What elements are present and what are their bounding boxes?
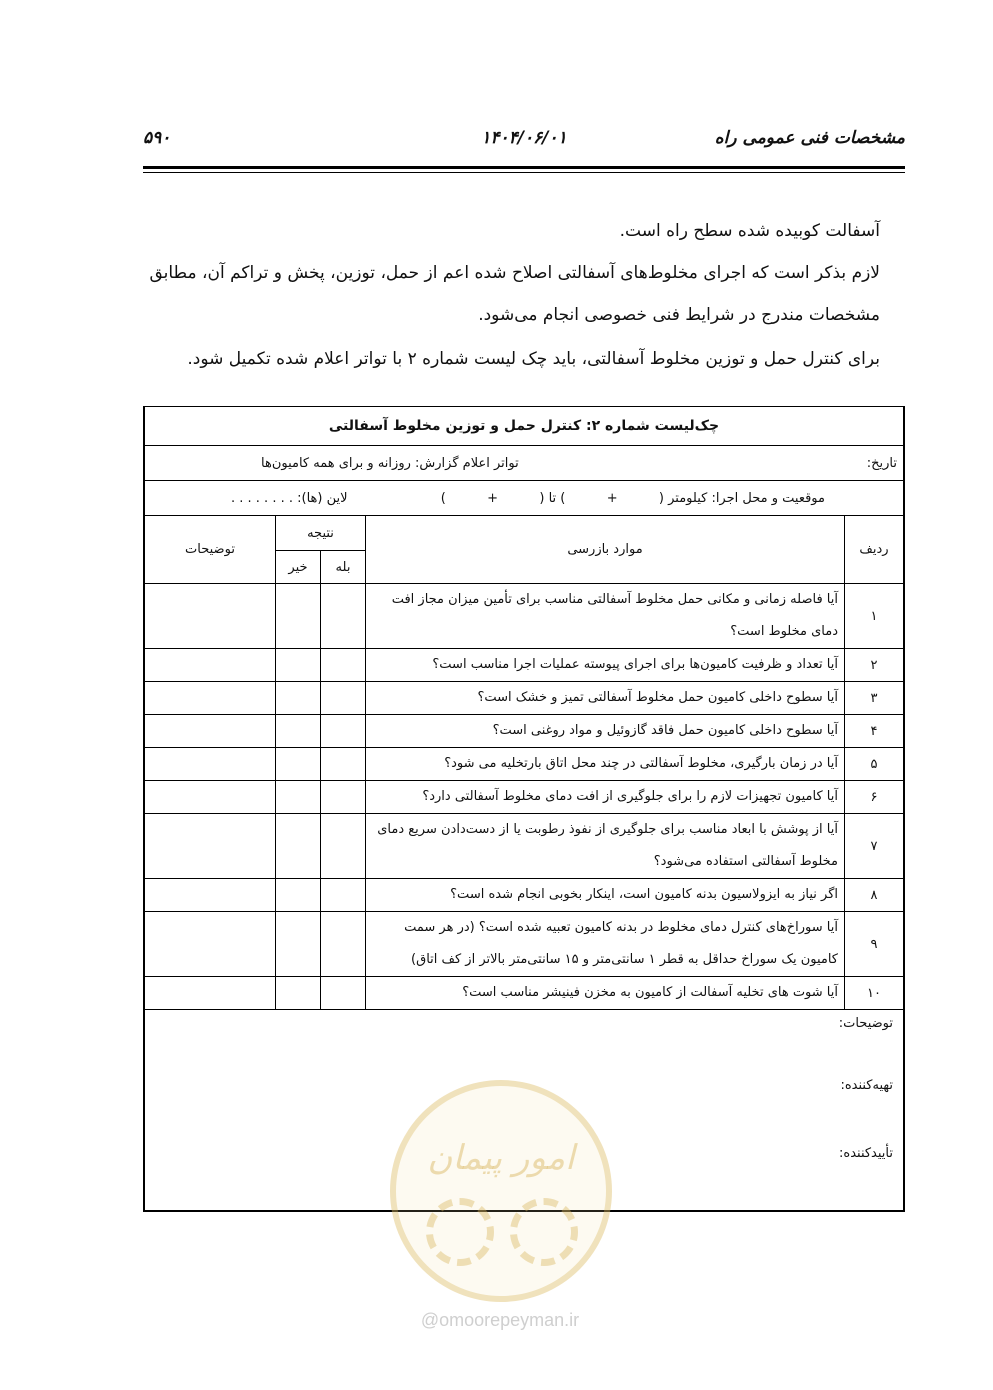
col-header-notes: توضیحات [144, 516, 276, 584]
info-row-location [144, 481, 904, 516]
paragraph-2: لازم بذکر است که اجرای مخلوط‌های آسفالتی اصلاح شده اعم از حمل، توزین، پخش و تراکم آن، مطابق مشخصات مندرج در شرایط فنی خصوصی انجام می‌شود. [149, 263, 880, 325]
watermark-gear-icon [510, 1198, 578, 1266]
table-row [144, 977, 904, 1010]
lane-label: لاین (ها): . . . . . . . . [231, 490, 348, 506]
notes-cell[interactable] [144, 977, 276, 1010]
frequency-label: تواتر اعلام گزارش: روزانه و برای همه کامیون‌ها [261, 455, 519, 471]
date-label: تاریخ: [866, 455, 897, 471]
header-date: ۱۴۰۴/۰۶/۰۱ [481, 128, 567, 148]
yes-cell[interactable] [321, 814, 366, 879]
yes-cell[interactable] [321, 584, 366, 649]
row-number: ۲ [845, 649, 905, 682]
footer-approved-label: تأییدکننده: [839, 1146, 893, 1161]
table-row [144, 649, 904, 682]
col-header-row-number: ردیف [845, 516, 905, 584]
inspection-item: آیا فاصله زمانی و مکانی حمل مخلوط آسفالتی مناسب برای تأمین میزان مجاز افت دمای مخلوط است؟ [366, 584, 845, 649]
row-number: ۸ [845, 879, 905, 912]
col-header-items: موارد بازرسی [366, 516, 845, 584]
inspection-item: اگر نیاز به ایزولاسیون بدنه کامیون است، اینکار بخوبی انجام شده است؟ [366, 879, 845, 912]
inspection-item: آیا شوت های تخلیه آسفالت از کامیون به مخزن فینیشر مناسب است؟ [366, 977, 845, 1010]
paragraph-3: برای کنترل حمل و توزین مخلوط آسفالتی، باید چک لیست شماره ۲ با تواتر اعلام شده تکمیل شود. [187, 349, 880, 369]
row-number: ۱ [845, 584, 905, 649]
column-header-row [144, 516, 904, 551]
yes-cell[interactable] [321, 977, 366, 1010]
inspection-item: آیا سوراخ‌های کنترل دمای مخلوط در بدنه کامیون تعبیه شده است؟ (در هر سمت کامیون یک سوراخ حداقل به قطر ۱ سانتی‌متر و ۱۵ سانتی‌متر بالاتر از کف اتاق) [366, 912, 845, 977]
yes-cell[interactable] [321, 748, 366, 781]
yes-cell[interactable] [321, 649, 366, 682]
table-row [144, 748, 904, 781]
inspection-item: آیا کامیون تجهیزات لازم را برای جلوگیری از افت دمای مخلوط آسفالتی دارد؟ [366, 781, 845, 814]
table-row [144, 682, 904, 715]
inspection-item: آیا از پوشش با ابعاد مناسب برای جلوگیری از نفوذ رطوبت یا از دست‌دادن سریع دمای مخلوط آسفالتی استفاده می‌شود؟ [366, 814, 845, 879]
notes-cell[interactable] [144, 781, 276, 814]
no-cell[interactable] [276, 814, 321, 879]
table-row [144, 781, 904, 814]
col-header-result: نتیجه [276, 516, 366, 551]
table-row [144, 715, 904, 748]
page-header [143, 128, 905, 156]
footer-prepared-label: تهیه‌کننده: [840, 1078, 893, 1093]
yes-cell[interactable] [321, 781, 366, 814]
no-cell[interactable] [276, 781, 321, 814]
no-cell[interactable] [276, 682, 321, 715]
notes-cell[interactable] [144, 649, 276, 682]
notes-cell[interactable] [144, 814, 276, 879]
row-number: ۵ [845, 748, 905, 781]
page-number: ۵۹۰ [143, 128, 171, 148]
notes-cell[interactable] [144, 584, 276, 649]
watermark-seal [390, 1080, 612, 1302]
watermark-gear-icon [426, 1198, 494, 1266]
row-number: ۹ [845, 912, 905, 977]
no-cell[interactable] [276, 649, 321, 682]
info-row-date [144, 446, 904, 481]
row-number: ۶ [845, 781, 905, 814]
yes-cell[interactable] [321, 682, 366, 715]
notes-cell[interactable] [144, 748, 276, 781]
yes-cell[interactable] [321, 879, 366, 912]
yes-cell[interactable] [321, 715, 366, 748]
header-rule-thick [143, 166, 905, 169]
row-number: ۷ [845, 814, 905, 879]
inspection-item: آیا تعداد و ظرفیت کامیون‌ها برای اجرای پیوسته عملیات اجرا مناسب است؟ [366, 649, 845, 682]
header-rule-thin [143, 172, 905, 173]
row-number: ۱۰ [845, 977, 905, 1010]
table-row [144, 814, 904, 879]
notes-cell[interactable] [144, 682, 276, 715]
no-cell[interactable] [276, 879, 321, 912]
notes-cell[interactable] [144, 715, 276, 748]
table-row [144, 912, 904, 977]
no-cell[interactable] [276, 584, 321, 649]
inspection-item: آیا در زمان بارگیری، مخلوط آسفالتی در چند محل اتاق بارتخلیه می شود؟ [366, 748, 845, 781]
paragraph-1: آسفالت کوبیده شده سطح راه است. [619, 221, 880, 241]
notes-cell[interactable] [144, 912, 276, 977]
row-number: ۴ [845, 715, 905, 748]
inspection-item: آیا سطوح داخلی کامیون حمل مخلوط آسفالتی تمیز و خشک است؟ [366, 682, 845, 715]
no-cell[interactable] [276, 748, 321, 781]
checklist-title: چک‌لیست شماره ۲: کنترل حمل و توزین مخلوط آسفالتی [144, 407, 904, 446]
row-number: ۳ [845, 682, 905, 715]
table-row [144, 584, 904, 649]
watermark-logo-text: امور پیمان [427, 1138, 575, 1178]
col-header-yes: بله [321, 551, 366, 584]
no-cell[interactable] [276, 977, 321, 1010]
footer-notes-label: توضیحات: [838, 1016, 893, 1031]
no-cell[interactable] [276, 912, 321, 977]
yes-cell[interactable] [321, 912, 366, 977]
table-row [144, 879, 904, 912]
col-header-no: خیر [276, 551, 321, 584]
no-cell[interactable] [276, 715, 321, 748]
location-label: موقعیت و محل اجرا: کیلومتر ( + ) تا ( + ) [440, 490, 825, 506]
notes-cell[interactable] [144, 879, 276, 912]
inspection-item: آیا سطوح داخلی کامیون حمل فاقد گازوئیل و مواد روغنی است؟ [366, 715, 845, 748]
checklist-title-row [144, 407, 904, 446]
book-title: مشخصات فنی عمومی راه [714, 128, 905, 148]
watermark-url: @omoorepeyman.ir [420, 1310, 580, 1330]
